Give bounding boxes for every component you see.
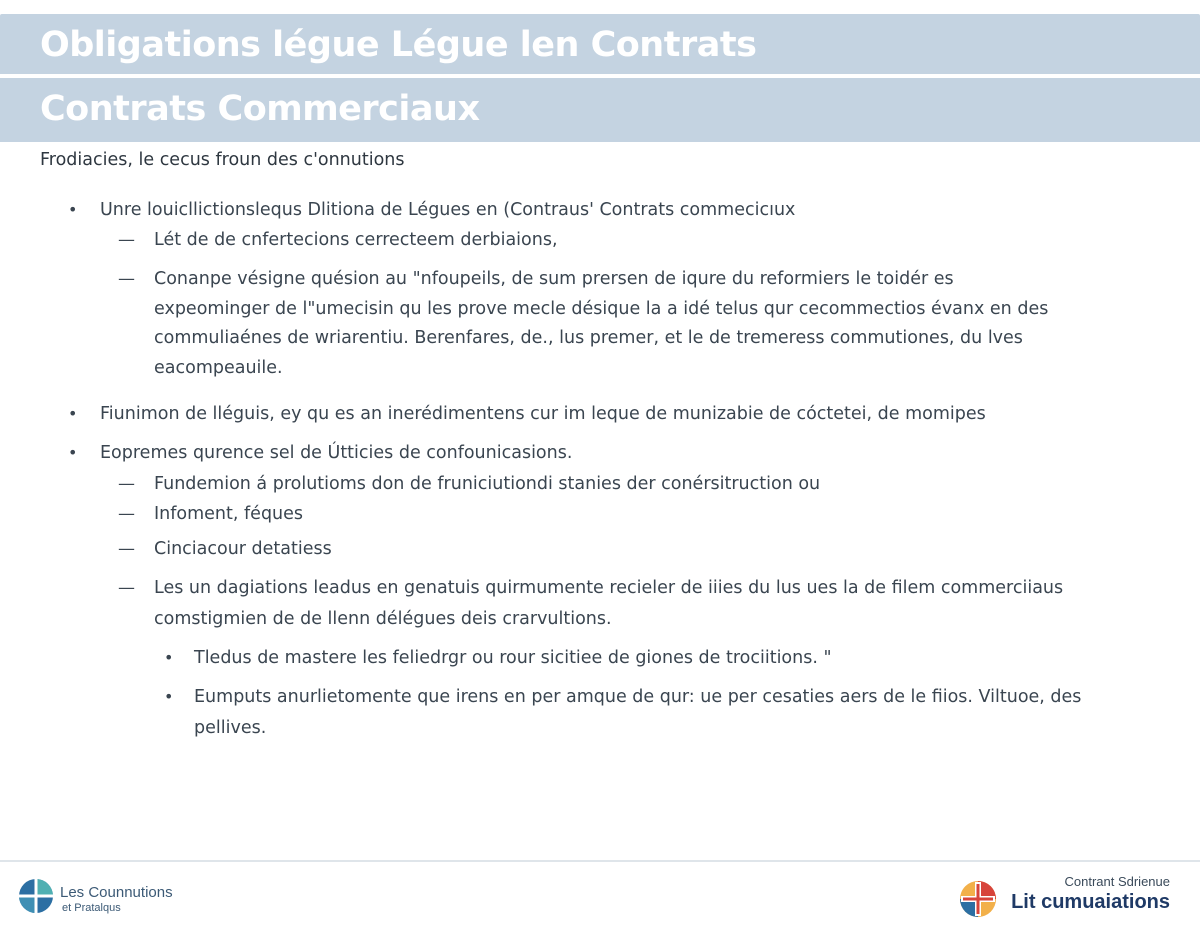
slide-title-line-2: Contrats Commerciaux	[0, 78, 1200, 142]
cross-globe-logo-icon	[958, 879, 998, 919]
dash-marker: —	[118, 230, 135, 250]
dash-marker: —	[118, 269, 135, 289]
circle-compass-logo-icon	[18, 878, 54, 914]
intro-text: Frodiacies, le cecus froun des c'onnutions	[40, 150, 405, 170]
slide-title-line-1: Obligations légue Légue len Contrats	[0, 14, 1200, 74]
list-item-line: Tledus de mastere les feliedrgr ou rour sicitiee de giones de trociitions. "	[194, 648, 832, 668]
list-item-line: Eumputs anurlietomente que irens en per amque de qur: ue per cesaties aers de le fiios. Viltuoe, des	[194, 687, 1082, 707]
list-item-line: comstigmien de de llenn délégues deis crarvultions.	[154, 609, 612, 629]
right-logo-subtitle: Contrant Sdrienue	[1064, 874, 1170, 889]
list-item-line: pellives.	[194, 718, 267, 738]
footer-divider	[0, 860, 1200, 862]
right-logo-title: Lit cumuaiations	[1011, 891, 1170, 913]
bullet-marker: •	[68, 443, 78, 462]
dash-marker: —	[118, 474, 135, 494]
list-item-line: Eopremes qurence sel de Útticies de confounicasions.	[100, 443, 573, 463]
left-logo-text	[60, 885, 173, 915]
bullet-marker: •	[68, 404, 78, 423]
list-item-line: commuliaénes de wriarentiu. Berenfares, de., lus premer, et le de tremeress commutiones, du lves	[154, 328, 1023, 348]
list-item-line: Conanpe vésigne quésion au "nfoupeils, de sum prersen de iqure du reformiers le toidér es	[154, 269, 954, 289]
list-item-line: Cinciacour detatiess	[154, 539, 332, 559]
list-item-line: eacompeauile.	[154, 358, 283, 378]
left-logo-line-2: et Pratalqus	[62, 902, 121, 914]
list-item-line: Infoment, féques	[154, 504, 304, 524]
dash-marker: —	[118, 539, 135, 559]
bullet-marker: •	[164, 687, 174, 706]
dash-marker: —	[118, 504, 135, 524]
list-item-line: Lét de de cnfertecions cerrecteem derbiaions,	[154, 230, 558, 250]
list-item-line: Fiunimon de lléguis, ey qu es an inerédimentens cur im leque de munizabie de cóctetei, de momipes	[100, 404, 986, 424]
list-item-line: Fundemion á prolutioms don de fruniciutiondi stanies der conérsitruction ou	[154, 474, 821, 494]
dash-marker: —	[118, 578, 135, 598]
bullet-marker: •	[68, 200, 78, 219]
list-item-line: expeominger de l"umecisin qu les prove mecle désique la a idé telus qur cecommectios évanx en des	[154, 299, 1049, 319]
list-item-line: Unre louicllictionslequs Dlitiona de Légues en (Contraus' Contrats commecicıux	[100, 200, 796, 220]
bullet-marker: •	[164, 648, 174, 667]
left-logo-line-1: Les Counnutions	[60, 884, 173, 901]
list-item-line: Les un dagiations leadus en genatuis quirmumente recieler de iiies du lus ues la de filem commerciiaus	[154, 578, 1064, 598]
